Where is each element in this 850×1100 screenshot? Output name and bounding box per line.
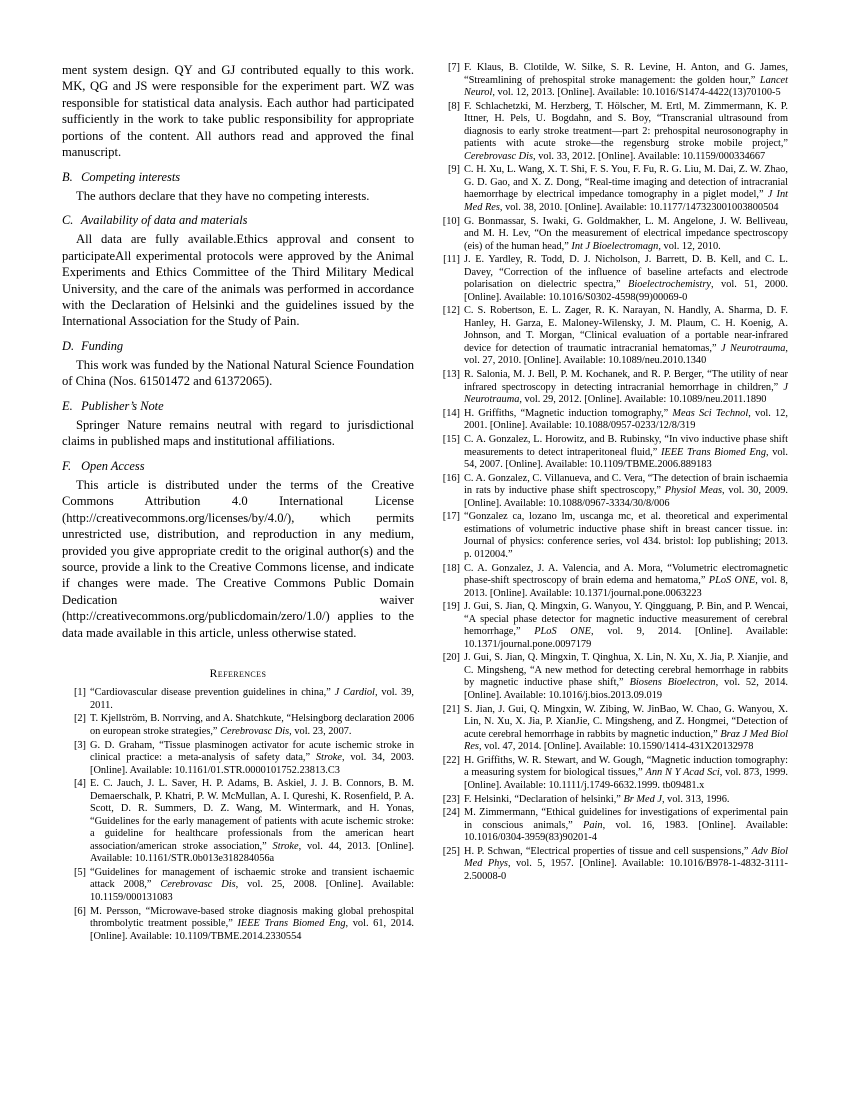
reference-number: [15]	[442, 434, 460, 445]
reference-number: [17]	[442, 511, 460, 523]
reference-text: H. Griffiths, W. R. Stewart, and W. Gough, “Magnetic induction tomography: a measuring system for biological tissues,” Ann N Y Acad Sci, vol. 873, 1999. [Online]. Available: 10.1111/j.1749-6632.1999. tb09481.x	[464, 754, 788, 791]
reference-item	[436, 434, 788, 472]
section-title: Open Access	[81, 458, 145, 473]
reference-number: [12]	[442, 305, 460, 317]
reference-text: T. Kjellström, B. Norrving, and A. Shatchkute, “Helsingborg declaration 2006 on european stroke strategies,” Cerebrovasc Dis, vol. 23, 2007.	[90, 713, 414, 737]
section-heading-open-access	[62, 458, 414, 474]
reference-number: [8]	[447, 100, 460, 112]
section-title: Publisher’s Note	[81, 398, 164, 413]
section-label: F.	[62, 458, 72, 473]
left-column	[62, 62, 414, 1042]
reference-item	[436, 216, 788, 254]
reference-item	[436, 473, 788, 511]
reference-number: [2]	[73, 713, 86, 725]
two-column-layout	[62, 62, 788, 1042]
reference-text: M. Zimmermann, “Ethical guidelines for investigations of experimental pain in conscious animals,” Pain, vol. 16, 1983. [Online]. Available: 10.1016/0304-3959(83)90201-4	[464, 807, 788, 844]
reference-text: J. Gui, S. Jian, Q. Mingxin, T. Qinghua, X. Lin, N. Xu, X. Jia, P. Xianjie, and C. Mingsheng, “A new method for detecting cerebral hemorrhage in rabbits by magnetic inductive phase shift,” Biosens Bioelectron, vol. 52, 2014. [Online]. Available: 10.1016/j.bios.2013.09.019	[464, 652, 788, 701]
reference-number: [9]	[447, 164, 460, 176]
reference-text: R. Salonia, M. J. Bell, P. M. Kochanek, and R. P. Berger, “The utility of near infrared spectroscopy in detecting intracranial hemorrhage in children,” J Neurotrauma, vol. 29, 2012. [Online]. Available: 10.1089/neu.2011.1890	[464, 369, 788, 406]
reference-item	[436, 601, 788, 651]
reference-text: G. D. Graham, “Tissue plasminogen activator for acute ischemic stroke in clinical practice: a meta-analysis of safety data,” Stroke, vol. 34, 2003. [Online]. Available: 10.1161/01.STR.0000101752.23813.C3	[90, 739, 414, 776]
reference-number: [7]	[447, 62, 460, 73]
section-heading-competing-interests	[62, 169, 414, 185]
reference-text: F. Schlachetzki, M. Herzberg, T. Hölscher, M. Ertl, M. Zimmermann, K. P. Ittner, H. Pels, U. Bogdahn, and S. Boy, “Transcranial ultrasound from diagnosis to early stroke treatment—part 2: prehospital neurosonography in patients with acute stroke—the regensburg stroke mobile project,” Cerebrovasc Dis, vol. 33, 2012. [Online]. Available: 10.1159/000334667	[464, 100, 788, 162]
reference-item	[436, 408, 788, 433]
section-body-availability: All data are fully available.Ethics approval and consent to participateAll experimental protocols were approved by the Animal Experiments and Ethics Committee of the Third Military Medical University, and the care of the animals was performed in accordance with the Declaration of Helsinki and the guidelines issued by the International Association for the Study of Pain.	[62, 232, 414, 329]
reference-item	[62, 778, 414, 866]
reference-text: S. Jian, J. Gui, Q. Mingxin, W. Zibing, W. JinBao, W. Chao, G. Wanyou, X. Lin, N. Xu, X. Jia, P. XianJie, C. Mingsheng, and Z. Hongmei, “Detection of acute cerebral hemorrhage in rabbits by magnetic induction,” Braz J Med Biol Res, vol. 47, 2014. [Online]. Available: 10.1590/1414-431X20132978	[464, 703, 788, 753]
reference-text: “Guidelines for management of ischaemic stroke and transient ischaemic attack 2008,” Cerebrovasc Dis, vol. 25, 2008. [Online]. Available: 10.1159/000131083	[90, 866, 414, 903]
reference-text: “Gonzalez ca, lozano lm, uscanga mc, et al. theoretical and experimental estimations of volumetric inductive phase shift in breast cancer tissue. in: Journal of physics: conference series, vol 434. bristol: Iop publishing; 2013. p. 012004.”	[464, 511, 788, 560]
section-body-competing-interests: The authors declare that they have no competing interests.	[76, 188, 370, 203]
section-heading-availability	[62, 212, 414, 228]
reference-text: H. P. Schwan, “Electrical properties of tissue and cell suspensions,” Adv Biol Med Phys, vol. 5, 1957. [Online]. Available: 10.1016/B978-1-4832-3111-2.50008-0	[464, 845, 788, 882]
reference-text: M. Persson, “Microwave-based stroke diagnosis making global prehospital thrombolytic treatment possible,” IEEE Trans Biomed Eng, vol. 61, 2014. [Online]. Available: 10.1109/TBME.2014.2330554	[90, 905, 414, 942]
reference-item	[436, 563, 788, 601]
reference-item	[62, 740, 414, 778]
reference-text: H. Griffiths, “Magnetic induction tomography,” Meas Sci Technol, vol. 12, 2001. [Online]. Available: 10.1088/0957-0233/12/8/319	[464, 407, 788, 432]
reference-item	[436, 254, 788, 304]
reference-item	[62, 713, 414, 738]
reference-text: “Cardiovascular disease prevention guidelines in china,” J Cardiol, vol. 39, 2011.	[90, 687, 414, 711]
reference-number: [11]	[443, 254, 460, 266]
references-heading: References	[209, 667, 267, 681]
reference-text: J. E. Yardley, R. Todd, D. J. Nicholson, J. Barrett, D. B. Kell, and C. L. Davey, “Correction of the influence of baseline artefacts and electrode polarisation on dielectric spectra,” Bioelectrochemistry, vol. 51, 2000. [Online]. Available: 10.1016/S0302-4598(99)00069-0	[464, 254, 788, 303]
reference-text: C. S. Robertson, E. L. Zager, R. K. Narayan, N. Handly, A. Sharma, D. F. Hanley, H. Garza, E. Maloney-Wilensky, J. M. Plaum, C. H. Koenig, A. Johnson, and T. Morgan, “Clinical evaluation of a portable near-infrared device for detection of traumatic intracranial hematomas,” J Neurotrauma, vol. 27, 2010. [Online]. Available: 10.1089/neu.2010.1340	[464, 305, 788, 367]
reference-list-right	[436, 62, 788, 883]
reference-item	[436, 794, 788, 807]
reference-number: [19]	[442, 601, 460, 613]
reference-number: [16]	[442, 472, 460, 484]
reference-text: F. Klaus, B. Clotilde, W. Silke, S. R. Levine, H. Anton, and G. James, “Streamlining of prehospital stroke management: the golden hour,” Lancet Neurol, vol. 12, 2013. [Online]. Available: 10.1016/S1474-4422(13)70100-5	[464, 62, 788, 98]
section-title: Competing interests	[81, 169, 181, 184]
reference-item	[62, 906, 414, 944]
section-title: Funding	[81, 338, 124, 353]
reference-item	[62, 687, 414, 712]
reference-item	[436, 807, 788, 845]
reference-number: [14]	[442, 407, 460, 419]
reference-item	[436, 652, 788, 702]
section-heading-funding	[62, 338, 414, 354]
reference-number: [24]	[442, 807, 460, 819]
reference-number: [1]	[73, 687, 86, 699]
reference-number: [6]	[73, 905, 86, 917]
section-body-funding: This work was funded by the National Natural Science Foundation of China (Nos. 61501472 and 61372065).	[62, 357, 414, 389]
reference-text: C. A. Gonzalez, L. Horowitz, and B. Rubinsky, “In vivo inductive phase shift measurements to detect intraperitoneal fluid,” IEEE Trans Biomed Eng, vol. 54, 2007. [Online]. Available: 10.1109/TBME.2006.889183	[464, 434, 788, 470]
section-label: D.	[62, 338, 75, 353]
section-label: E.	[62, 398, 73, 413]
reference-text: C. A. Gonzalez, C. Villanueva, and C. Vera, “The detection of brain ischaemia in rats by inductive phase shift spectroscopy,” Physiol Meas, vol. 30, 2009. [Online]. Available: 10.1088/0967-3334/30/8/006	[464, 472, 788, 509]
reference-text: J. Gui, S. Jian, Q. Mingxin, G. Wanyou, Y. Qingguang, P. Bin, and P. Wencai, “A special phase detector for magnetic inductive measurement of cerebral hemorrhage,” PLoS ONE, vol. 9, 2014. [Online]. Available: 10.1371/journal.pone.0097179	[464, 601, 788, 650]
reference-number: [3]	[73, 739, 86, 751]
reference-item	[436, 369, 788, 407]
reference-number: [22]	[442, 754, 460, 766]
reference-item	[436, 62, 788, 100]
reference-item	[436, 101, 788, 164]
reference-number: [10]	[442, 215, 460, 227]
reference-item	[436, 305, 788, 368]
reference-item	[436, 704, 788, 754]
section-label: C.	[62, 213, 74, 228]
right-column	[436, 62, 788, 1042]
reference-number: [21]	[442, 703, 460, 715]
section-title: Availability of data and materials	[80, 213, 248, 228]
reference-item	[436, 846, 788, 884]
section-body-publishers-note: Springer Nature remains neutral with regard to jurisdictional claims in published maps and institutional affiliations.	[62, 417, 414, 449]
section-label: B.	[62, 169, 73, 184]
reference-number: [18]	[442, 562, 460, 574]
continued-paragraph: ment system design. QY and GJ contributed equally to this work. MK, QG and JS were responsible for the experiment part. WZ was responsible for statistical data analysis. Each author had participated sufficiently in the work to take public responsibility for appropriate portions of the content. All authors read and approved the final manuscript.	[62, 63, 414, 160]
reference-text: F. Helsinki, “Declaration of helsinki,” Br Med J, vol. 313, 1996.	[464, 793, 730, 805]
reference-item	[436, 511, 788, 561]
reference-number: [5]	[73, 866, 86, 878]
reference-item	[436, 755, 788, 793]
reference-list-left	[62, 687, 414, 943]
reference-number: [20]	[442, 652, 460, 664]
section-body-open-access: This article is distributed under the terms of the Creative Commons Attribution 4.0 International License (http://creativecommons.org/licenses/by/4.0/), which permits unrestricted use, distribution, and reproduction in any medium, provided you give appropriate credit to the original author(s) and the source, provide a link to the Creative Commons license, and indicate if changes were made. The Creative Commons Public Domain Dedication waiver (http://creativecommons.org/publicdomain/zero/1.0/) applies to the data made available in this article, unless otherwise stated.	[62, 477, 414, 640]
reference-number: [13]	[442, 369, 460, 381]
reference-number: [23]	[442, 793, 460, 805]
section-heading-publishers-note	[62, 398, 414, 414]
reference-text: G. Bonmassar, S. Iwaki, G. Goldmakher, L. M. Angelone, J. W. Belliveau, and M. H. Lev, “On the measurement of electrical impedance spectroscopy (eis) of the human head,” Int J Bioelectromagn, vol. 12, 2010.	[464, 215, 788, 252]
reference-item	[62, 867, 414, 905]
reference-text: C. H. Xu, L. Wang, X. T. Shi, F. S. You, F. Fu, R. G. Liu, M. Dai, Z. W. Zhao, G. D. Gao, and X. Z. Dong, “Real-time imaging and detection of intracranial haemorrhage by electrical impedance tomography in a piglet model,” J Int Med Res, vol. 38, 2010. [Online]. Available: 10.1177/147323001003800504	[464, 164, 788, 213]
reference-text: C. A. Gonzalez, J. A. Valencia, and A. Mora, “Volumetric electromagnetic phase-shift spectroscopy of brain edema and hematoma,” PLoS ONE, vol. 8, 2013. [Online]. Available: 10.1371/journal.pone.0063223	[464, 562, 788, 599]
reference-text: E. C. Jauch, J. L. Saver, H. P. Adams, B. Askiel, J. J. B. Connors, B. M. Demaerschalk, P. Khatri, P. W. McMullan, A. I. Qureshi, K. Rosenfield, P. A. Scott, D. R. Summers, D. Z. Wang, M. Wintermark, and H. Yonas, “Guidelines for the early management of patients with acute ischemic stroke: a guideline for healthcare professionals from the american heart association/american stroke association,” Stroke, vol. 44, 2013. [Online]. Available: 10.1161/STR.0b013e318284056a	[90, 778, 414, 865]
reference-number: [4]	[73, 778, 86, 790]
reference-number: [25]	[442, 845, 460, 857]
reference-item	[436, 164, 788, 214]
